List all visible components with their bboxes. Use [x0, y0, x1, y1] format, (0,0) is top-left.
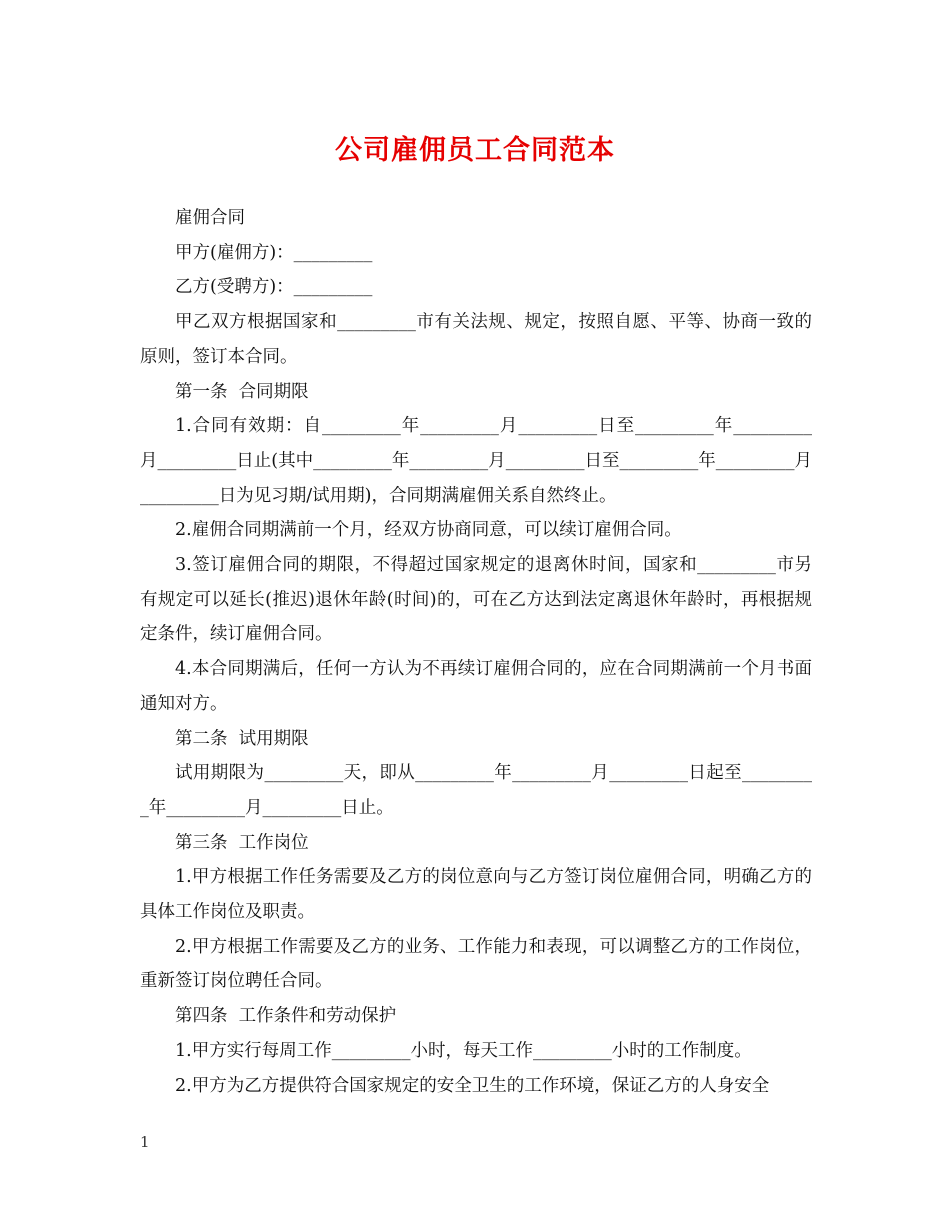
document-body	[140, 201, 812, 1103]
article-4-clause-1: 1.甲方实行每周工作_________小时，每天工作_________小时的工作制度。	[175, 1040, 752, 1061]
article-1-heading: 第一条 合同期限	[175, 381, 309, 402]
article-3-heading: 第三条 工作岗位	[175, 832, 309, 853]
article-4-heading: 第四条 工作条件和劳动保护	[175, 1006, 397, 1027]
article-2-heading: 第二条 试用期限	[175, 728, 309, 749]
article-1-clause-1: 1.合同有效期：自_________年_________月_________日至_________年_________月_________日止(其中_________年_________月_________日至_________年_________月_________日为见习期/试用期)，合同期满雇佣关系自然终止。	[140, 416, 812, 506]
article-4-clause-2: 2.甲方为乙方提供符合国家规定的安全卫生的工作环境，保证乙方的人身安全	[175, 1075, 770, 1096]
article-3-clause-1: 1.甲方根据工作任务需要及乙方的岗位意向与乙方签订岗位雇佣合同，明确乙方的具体工作岗位及职责。	[140, 867, 812, 923]
article-1-clause-3: 3.签订雇佣合同的期限，不得超过国家规定的退离休时间，国家和_________市另有规定可以延长(推迟)退休年龄(时间)的，可在乙方达到法定离退休年龄时，再根据规定条件，续订雇佣合同。	[140, 555, 812, 645]
article-1-clause-2: 2.雇佣合同期满前一个月，经双方协商同意，可以续订雇佣合同。	[175, 520, 682, 541]
article-1-clause-4: 4.本合同期满后，任何一方认为不再续订雇佣合同的，应在合同期满前一个月书面通知对方。	[140, 659, 812, 714]
document-title: 公司雇佣员工合同范本	[335, 135, 615, 166]
contract-heading: 雇佣合同	[175, 208, 245, 228]
article-3-clause-2: 2.甲方根据工作需要及乙方的业务、工作能力和表现，可以调整乙方的工作岗位，重新签订岗位聘任合同。	[140, 936, 812, 992]
party-b-line: 乙方(受聘方)：_________	[175, 277, 373, 298]
preamble-paragraph: 甲乙双方根据国家和_________市有关法规、规定，按照自愿、平等、协商一致的原则，签订本合同。	[140, 312, 812, 367]
party-a-line: 甲方(雇佣方)：_________	[175, 242, 373, 263]
article-2-clause: 试用期限为_________天，即从_________年_________月_________日起至_________年_________月_________日止。	[140, 763, 812, 818]
page-number: 1	[140, 1133, 150, 1151]
